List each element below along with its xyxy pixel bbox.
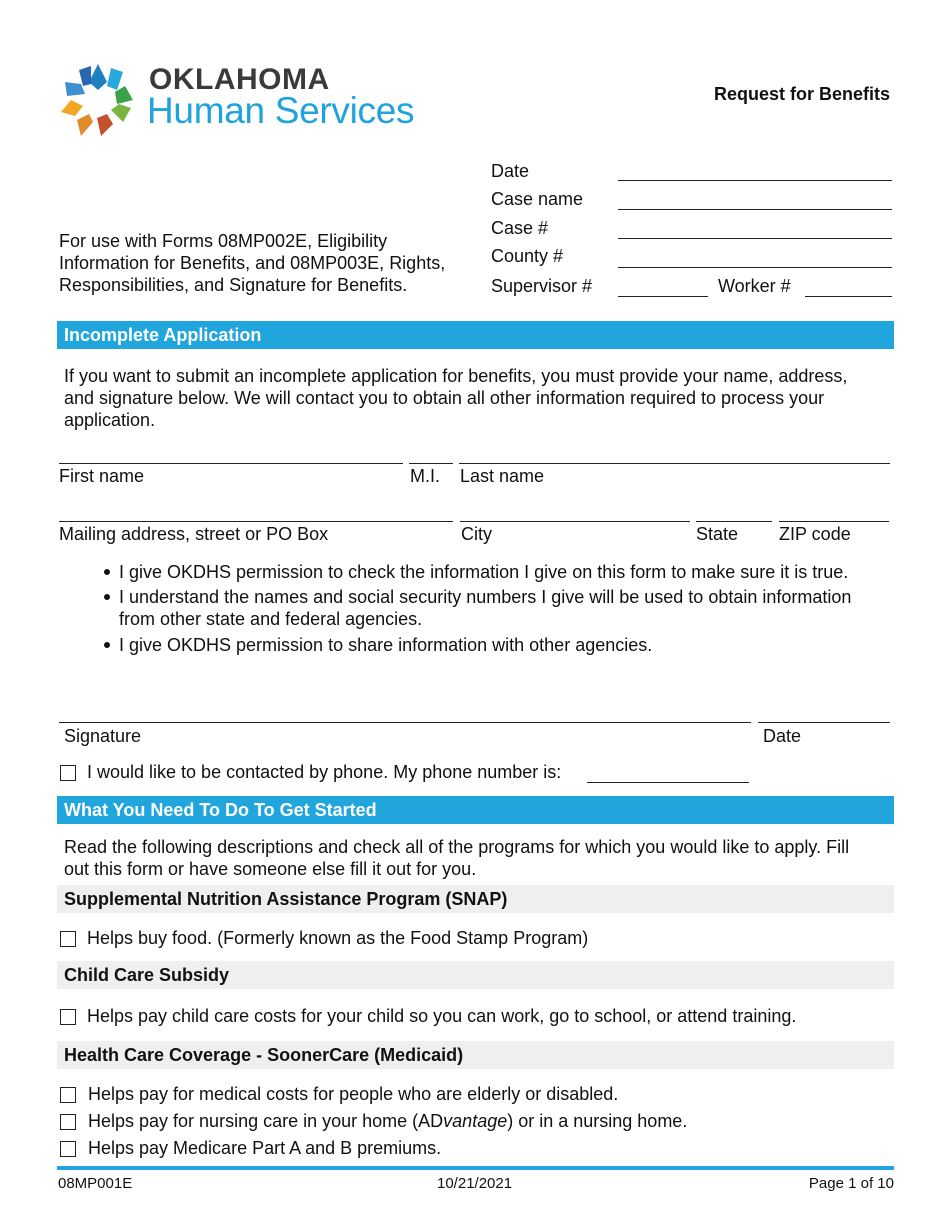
health-nursing-care-description: [88, 1110, 687, 1132]
nursing-care-text-post: ) or in a nursing home.: [507, 1111, 688, 1131]
signature-date-label: Date: [763, 726, 802, 746]
permission-bullet-3: I give OKDHS permission to share information with other agencies.: [119, 635, 653, 655]
logo-text-oklahoma: OKLAHOMA: [149, 63, 330, 96]
bullet-dot: [104, 642, 110, 648]
snap-heading: Supplemental Nutrition Assistance Program (SNAP): [57, 885, 894, 913]
mi-field[interactable]: [409, 463, 453, 464]
last-name-field[interactable]: [459, 463, 890, 464]
last-name-label: Last name: [460, 466, 545, 486]
get-started-heading: What You Need To Do To Get Started: [57, 796, 894, 824]
nursing-care-text-italic: vantage: [443, 1111, 508, 1131]
childcare-heading: Child Care Subsidy: [57, 961, 894, 989]
get-started-line-1: Read the following descriptions and check all of the programs for which you would like to apply. Fill: [64, 837, 850, 857]
health-elderly-disabled-checkbox[interactable]: [60, 1087, 76, 1103]
footer-date: 10/21/2021: [437, 1175, 513, 1192]
health-medicare-premiums-description: Helps pay Medicare Part A and B premiums.: [88, 1138, 442, 1158]
logo-text-human-services: Human Services: [147, 90, 415, 131]
childcare-description: Helps pay child care costs for your child so you can work, go to school, or attend training.: [87, 1006, 797, 1026]
logo-star-icon: [57, 60, 139, 142]
first-name-field[interactable]: [59, 463, 403, 464]
supervisor-number-field[interactable]: [618, 296, 708, 297]
mailing-address-field[interactable]: [59, 521, 453, 522]
form-title: Request for Benefits: [713, 84, 890, 104]
mi-label: M.I.: [410, 466, 440, 486]
bullet-dot: [104, 594, 110, 600]
supervisor-number-label: Supervisor #: [491, 276, 593, 296]
first-name-label: First name: [59, 466, 145, 486]
snap-checkbox[interactable]: [60, 931, 76, 947]
case-number-field[interactable]: [618, 238, 892, 239]
health-medicare-premiums-checkbox[interactable]: [60, 1141, 76, 1157]
case-name-field[interactable]: [618, 209, 892, 210]
childcare-checkbox[interactable]: [60, 1009, 76, 1025]
intro-line-3: Responsibilities, and Signature for Benefits.: [59, 275, 408, 295]
get-started-line-2: out this form or have someone else fill it out for you.: [64, 859, 477, 879]
snap-description: Helps buy food. (Formerly known as the Food Stamp Program): [87, 928, 589, 948]
state-field[interactable]: [696, 521, 772, 522]
nursing-care-text-pre: Helps pay for nursing care in your home (AD: [88, 1111, 444, 1131]
health-elderly-disabled-description: Helps pay for medical costs for people who are elderly or disabled.: [88, 1084, 619, 1104]
state-label: State: [696, 524, 739, 544]
zip-label: ZIP code: [779, 524, 851, 544]
city-field[interactable]: [460, 521, 690, 522]
bullet-dot: [104, 569, 110, 575]
health-care-heading: Health Care Coverage - SoonerCare (Medicaid): [57, 1041, 894, 1069]
signature-date-field[interactable]: [758, 722, 890, 723]
agency-logo: [57, 60, 447, 142]
worker-number-field[interactable]: [805, 296, 892, 297]
county-number-field[interactable]: [618, 267, 892, 268]
county-number-label: County #: [491, 246, 564, 266]
intro-line-1: For use with Forms 08MP002E, Eligibility: [59, 231, 388, 251]
incomplete-application-heading: Incomplete Application: [57, 321, 894, 349]
phone-contact-checkbox[interactable]: [60, 765, 76, 781]
health-nursing-care-checkbox[interactable]: [60, 1114, 76, 1130]
office-date-label: Date: [491, 161, 530, 181]
intro-line-2: Information for Benefits, and 08MP003E, Rights,: [59, 253, 446, 273]
footer-rule: [57, 1166, 894, 1170]
permission-bullet-2-line-1: I understand the names and social security numbers I give will be used to obtain information: [119, 587, 852, 607]
worker-number-label: Worker #: [718, 276, 791, 296]
case-name-label: Case name: [491, 189, 584, 209]
permission-bullet-2-line-2: from other state and federal agencies.: [119, 609, 423, 629]
case-number-label: Case #: [491, 218, 549, 238]
incomplete-text-line-2: and signature below. We will contact you to obtain all other information required to process your: [64, 388, 825, 408]
footer-form-number: 08MP001E: [58, 1175, 133, 1192]
footer-page-number: Page 1 of 10: [808, 1175, 894, 1192]
incomplete-text-line-1: If you want to submit an incomplete application for benefits, you must provide your name, address,: [64, 366, 848, 386]
office-date-field[interactable]: [618, 180, 892, 181]
signature-label: Signature: [64, 726, 142, 746]
signature-field[interactable]: [59, 722, 751, 723]
incomplete-text-line-3: application.: [64, 410, 156, 430]
zip-field[interactable]: [779, 521, 889, 522]
mailing-address-label: Mailing address, street or PO Box: [59, 524, 329, 544]
phone-number-field[interactable]: [587, 782, 749, 783]
permission-bullet-1: I give OKDHS permission to check the information I give on this form to make sure it is true.: [119, 562, 849, 582]
city-label: City: [461, 524, 492, 544]
phone-contact-label: I would like to be contacted by phone. My phone number is:: [87, 762, 562, 782]
